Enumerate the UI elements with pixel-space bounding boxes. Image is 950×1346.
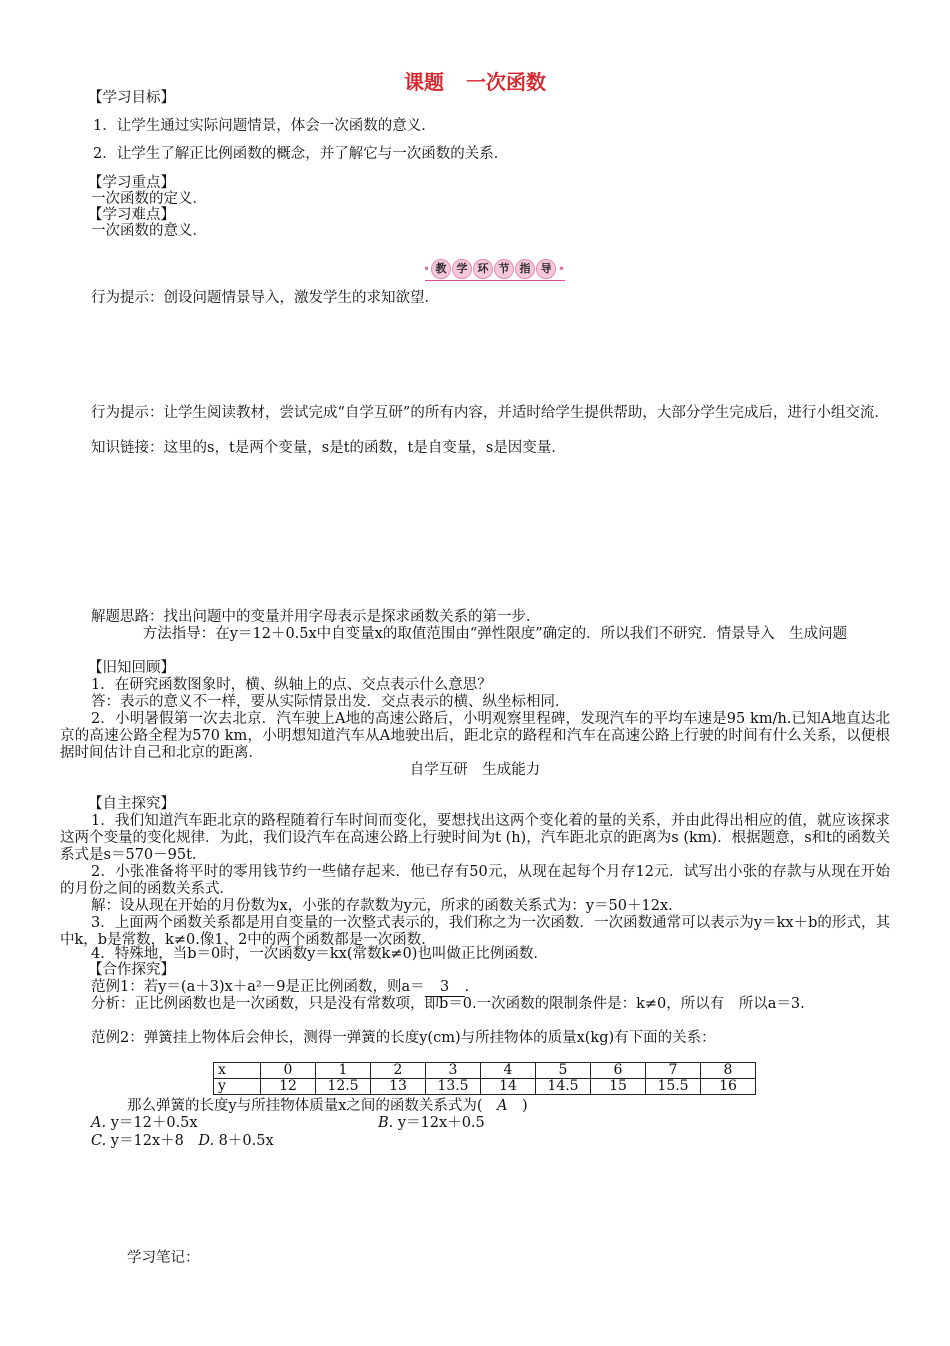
- review-question-2: 2．小明暑假第一次去北京．汽车驶上A地的高速公路后，小明观察里程碑，发现汽车的平均车速是95 km/h.已知A地直达北京的高速公路全程为570 km，小明想知道汽车从A地驶出后，距北京的路程和汽车在高速公路上行驶的时间有什么关系，以便根据时间估计自己和北京的距离．: [60, 711, 890, 761]
- option-a-text: y＝12＋0.5x: [110, 1115, 198, 1131]
- section-banner: [425, 259, 565, 279]
- example-1-end: ．: [464, 979, 480, 995]
- table-cell: 4: [481, 1063, 536, 1079]
- table-cell: 15.5: [646, 1079, 701, 1095]
- method-guide: 方法指导：在y＝12＋0.5x中自变量x的取值范围由“弹性限度”确定的．所以我们不研究．情景导入 生成问题: [142, 626, 848, 642]
- table-cell: 14.5: [536, 1079, 591, 1095]
- option-c-text: y＝12x＋8: [110, 1133, 184, 1149]
- difficulty-heading: 【学习难点】: [88, 207, 175, 223]
- table-row: [214, 1079, 756, 1095]
- title-topic: 一次函数: [466, 70, 546, 94]
- study-notes-label: 学习笔记：: [127, 1250, 200, 1266]
- explore-paragraph-1: 1．我们知道汽车距北京的路程随着行车时间而变化，要想找出这两个变化着的量的关系，并由此得出相应的值，就应该探求这两个变量的变化规律．为此，我们设汽车在高速公路上行驶时间为t (h)，汽车距北京的距离为s (km)．根据题意，s和t的函数关系式是s＝570－95t.: [60, 813, 890, 863]
- table-header-y: y: [214, 1079, 261, 1095]
- explore-paragraph-2: 2．小张准备将平时的零用钱节约一些储存起来．他已存有50元，从现在起每个月存12元．试写出小张的存款与从现在开始的月份之间的函数关系式．: [60, 864, 890, 897]
- option-a: [91, 1115, 198, 1132]
- banner-char: 导: [536, 259, 556, 279]
- table-cell: 12: [261, 1079, 316, 1095]
- explore-paragraph-4: 4．特殊地，当b＝0时，一次函数y＝kx(常数k≠0)也叫做正比例函数．: [91, 946, 548, 962]
- option-b-text: y＝12x＋0.5: [397, 1115, 485, 1131]
- banner-char: 节: [494, 259, 514, 279]
- table-cell: 12.5: [316, 1079, 371, 1095]
- table-cell: 15: [591, 1079, 646, 1095]
- knowledge-link: 知识链接：这里的s，t是两个变量，s是t的函数，t是自变量，s是因变量．: [91, 440, 566, 456]
- option-c-d: [91, 1133, 274, 1150]
- question-stem-text: 那么弹簧的长度y与所挂物体质量x之间的函数关系式为(: [127, 1098, 498, 1114]
- example-1-answer: 3: [425, 979, 465, 997]
- focus-text: 一次函数的定义．: [91, 191, 207, 207]
- explore-solution: 解：设从现在开始的月份数为x，小张的存款数为y元，所求的函数关系式为：y＝50＋12x.: [91, 898, 673, 914]
- table-cell: 0: [261, 1063, 316, 1079]
- explore-heading: 【自主探究】: [88, 796, 175, 812]
- banner-char: 指: [515, 259, 535, 279]
- difficulty-text: 一次函数的意义．: [91, 223, 207, 239]
- table-cell: 8: [701, 1063, 756, 1079]
- option-b-label: B.: [378, 1115, 394, 1131]
- explore-paragraph-3: 3．上面两个函数关系都是用自变量的一次整式表示的，我们称之为一次函数．一次函数通常可以表示为y＝kx＋b的形式，其中k，b是常数，k≠0.像1、2中的两个函数都是一次函数．: [60, 915, 890, 948]
- question-stem-end: ): [507, 1098, 528, 1114]
- table-cell: 7: [646, 1063, 701, 1079]
- table-cell: 2: [371, 1063, 426, 1079]
- banner-char: 环: [473, 259, 493, 279]
- goals-heading: 【学习目标】: [88, 90, 175, 106]
- table-cell: 5: [536, 1063, 591, 1079]
- banner-underline: [425, 280, 565, 281]
- banner-dot-right: •: [558, 262, 566, 276]
- table-cell: 3: [426, 1063, 481, 1079]
- banner-char: 教: [431, 259, 451, 279]
- table-cell: 13.5: [426, 1079, 481, 1095]
- section-title: 自学互研 生成能力: [409, 762, 541, 778]
- spring-data-table: [213, 1062, 756, 1095]
- example-2: 范例2：弹簧挂上物体后会伸长，测得一弹簧的长度y(cm)与所挂物体的质量x(kg)有下面的关系：: [91, 1030, 716, 1046]
- table-cell: 13: [371, 1079, 426, 1095]
- goal-item-1: 1．让学生通过实际问题情景，体会一次函数的意义．: [93, 118, 436, 134]
- table-cell: 14: [481, 1079, 536, 1095]
- goal-item-2: 2．让学生了解正比例函数的概念，并了解它与一次函数的关系．: [93, 146, 509, 162]
- table-row: [214, 1063, 756, 1079]
- table-cell: 1: [316, 1063, 371, 1079]
- title-lesson-label: 课题: [404, 70, 444, 94]
- behavior-hint-1: 行为提示：创设问题情景导入，激发学生的求知欲望．: [91, 290, 439, 306]
- option-c-label: C.: [91, 1133, 107, 1149]
- coop-heading: 【合作探究】: [88, 962, 175, 978]
- option-b: [378, 1115, 485, 1132]
- example-1-text: 范例1：若y＝(a＋3)x＋a²－9是正比例函数，则a＝: [91, 979, 425, 995]
- question-answer: A: [497, 1098, 508, 1114]
- option-d-text: 8＋0.5x: [218, 1133, 274, 1149]
- table-header-x: x: [214, 1063, 261, 1079]
- review-answer-1: 答：表示的意义不一样，要从实际情景出发．交点表示的横、纵坐标相同．: [91, 694, 570, 710]
- behavior-hint-2: 行为提示：让学生阅读教材，尝试完成“自学互研”的所有内容，并适时给学生提供帮助，大部分学生完成后，进行小组交流．: [91, 405, 889, 421]
- table-cell: 6: [591, 1063, 646, 1079]
- option-d-label: D.: [198, 1133, 215, 1149]
- review-heading: 【旧知回顾】: [88, 660, 175, 676]
- review-question-1: 1．在研究函数图象时，横、纵轴上的点、交点表示什么意思？: [91, 677, 492, 693]
- question-stem: [127, 1098, 528, 1115]
- solving-thinking: 解题思路：找出问题中的变量并用字母表示是探求函数关系的第一步．: [91, 609, 541, 625]
- example-1: [91, 979, 479, 997]
- focus-heading: 【学习重点】: [88, 175, 175, 191]
- option-a-label: A.: [91, 1115, 107, 1131]
- table-cell: 16: [701, 1079, 756, 1095]
- banner-dot-left: •: [423, 262, 431, 276]
- banner-char: 学: [452, 259, 472, 279]
- example-1-analysis: 分析：正比例函数也是一次函数，只是没有常数项，即b＝0.一次函数的限制条件是：k≠0，所以有 所以a＝3.: [91, 996, 805, 1012]
